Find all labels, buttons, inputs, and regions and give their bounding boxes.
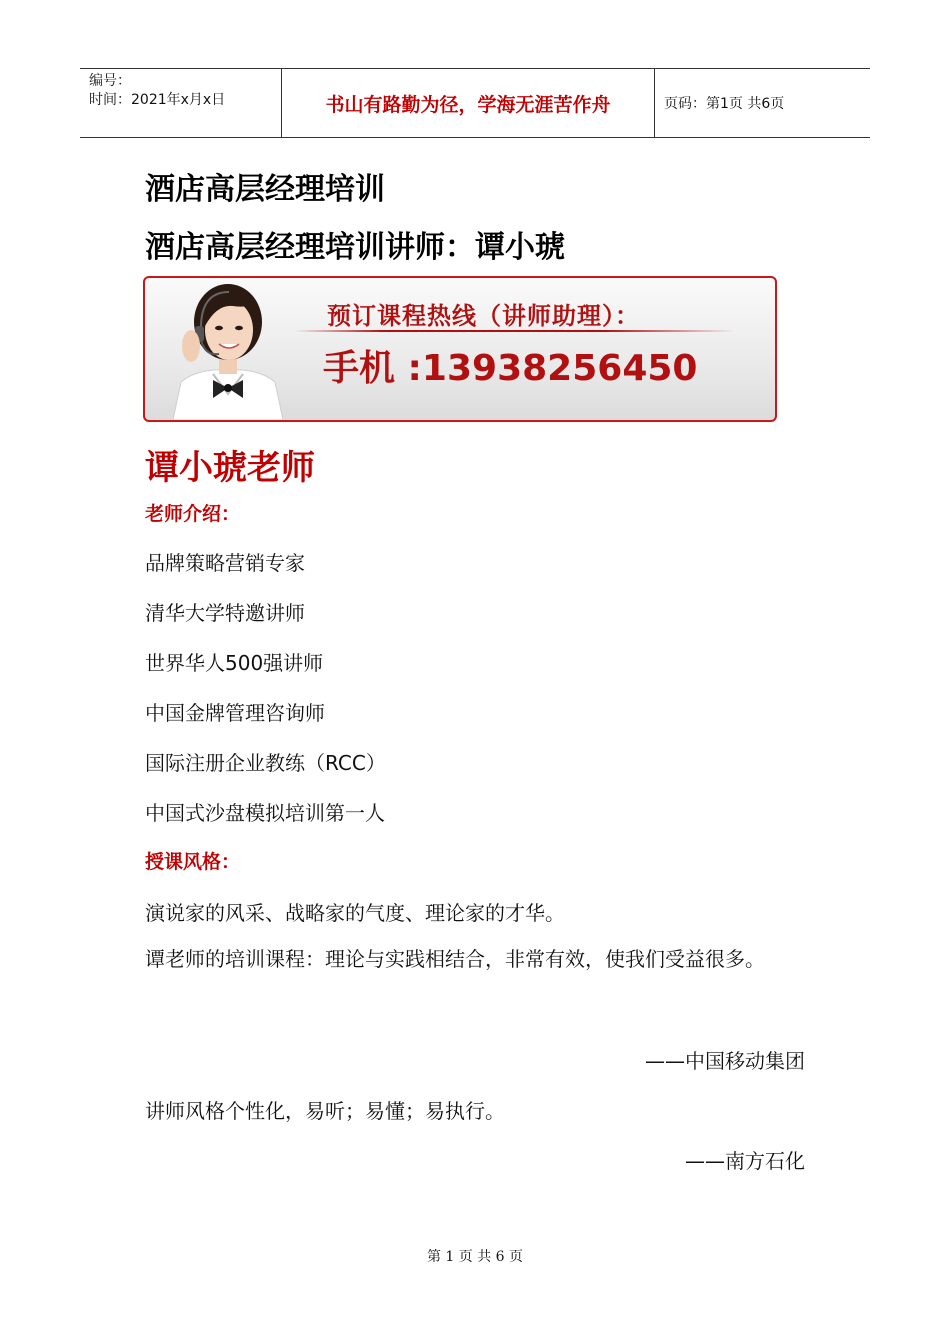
header-page-cell xyxy=(655,69,870,137)
time-label: 时间：2021年x月x日 xyxy=(89,92,226,108)
testimonial-quote: 讲师风格个性化，易听；易懂；易执行。 xyxy=(145,1099,505,1123)
motto: 书山有路勤为径，学海无涯苦作舟 xyxy=(325,93,611,116)
hotline-label: 预订课程热线（讲师助理）： xyxy=(327,302,640,330)
page-info: 页码：第1页 共6页 xyxy=(664,96,785,112)
intro-item: 清华大学特邀讲师 xyxy=(145,601,305,625)
intro-item: 世界华人500强讲师 xyxy=(145,651,324,675)
header-meta-cell xyxy=(80,69,282,137)
testimonial-quote: 谭老师的培训课程：理论与实践相结合，非常有效，使我们受益很多。 xyxy=(145,947,765,971)
style-description: 演说家的风采、战略家的气度、理论家的才华。 xyxy=(145,901,565,925)
number-label: 编号： xyxy=(89,73,131,89)
banner-divider xyxy=(295,330,735,332)
intro-item: 品牌策略营销专家 xyxy=(145,551,305,575)
document-title: 酒店高层经理培训 xyxy=(145,172,385,207)
intro-heading: 老师介绍： xyxy=(145,503,241,525)
style-heading: 授课风格： xyxy=(145,851,241,873)
header-motto-cell xyxy=(282,69,655,137)
header-table xyxy=(80,68,870,138)
intro-item: 中国金牌管理咨询师 xyxy=(145,701,325,725)
document-subtitle: 酒店高层经理培训讲师：谭小琥 xyxy=(145,230,565,265)
teacher-name-heading: 谭小琥老师 xyxy=(145,448,315,488)
intro-item: 中国式沙盘模拟培训第一人 xyxy=(145,801,385,825)
testimonial-source: ——中国移动集团 xyxy=(645,1049,805,1073)
receptionist-image xyxy=(153,282,303,420)
page-footer: 第 1 页 共 6 页 xyxy=(426,1249,524,1265)
hotline-banner xyxy=(143,276,777,422)
phone-number: 手机 :13938256450 xyxy=(323,348,698,389)
testimonial-source: ——南方石化 xyxy=(685,1149,805,1173)
intro-item: 国际注册企业教练（RCC） xyxy=(145,751,386,775)
